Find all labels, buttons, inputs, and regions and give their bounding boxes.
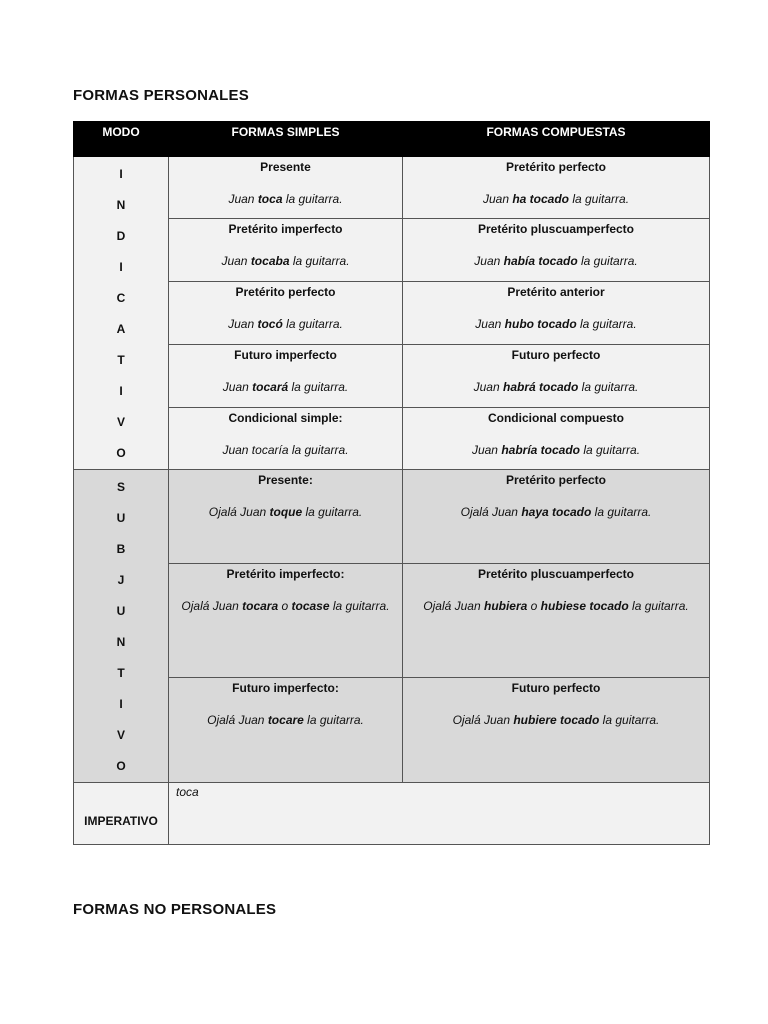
example-sentence: Juan ha tocado la guitarra. [482, 192, 630, 206]
mode-letter: J [117, 573, 125, 587]
tense-name: Futuro imperfecto: [232, 680, 339, 695]
mode-letter: N [116, 635, 126, 649]
example-sentence: Juan tocará la guitarra. [222, 380, 349, 395]
example-sentence: Juan habrá tocado la guitarra. [473, 380, 639, 395]
table-header-row [74, 122, 710, 157]
example-sentence: Juan había tocado la guitarra. [474, 254, 638, 269]
compound-cell [403, 677, 710, 782]
imperativo-value: toca [169, 783, 710, 845]
mode-letter: O [116, 759, 126, 773]
example-sentence: Ojalá Juan hubiera o hubiese tocado la guitarra. [423, 599, 689, 614]
mode-letters [74, 157, 168, 469]
simple-cell [169, 677, 403, 782]
tense-name: Pretérito pluscuamperfecto [477, 222, 635, 237]
simple-cell [169, 407, 403, 469]
mode-letter: C [116, 291, 126, 305]
example-sentence: Ojalá Juan tocara o tocase la guitarra. [181, 599, 390, 614]
table-row [74, 407, 710, 469]
table-row [74, 783, 710, 845]
tense-name: Condicional compuesto [487, 410, 624, 425]
tense-name: Futuro perfecto [511, 348, 601, 363]
example-sentence: Juan tocaría la guitarra. [222, 442, 349, 457]
mode-letter: I [119, 260, 123, 274]
mode-letter: I [119, 384, 123, 398]
compound-cell [403, 345, 710, 407]
example-sentence: Juan hubo tocado la guitarra. [475, 316, 637, 331]
header-formas-simples: FORMAS SIMPLES [169, 122, 403, 157]
simple-cell [169, 470, 403, 564]
mode-letter: A [116, 322, 126, 336]
example-sentence: Juan tocó la guitarra. [228, 316, 343, 331]
mode-letter: T [117, 353, 125, 367]
mode-letter: I [119, 167, 123, 181]
tense-name: Condicional simple: [228, 410, 343, 425]
tense-name: Presente: [258, 473, 313, 487]
compound-cell [403, 407, 710, 469]
simple-cell [169, 564, 403, 677]
example-sentence: Juan toca la guitarra. [228, 192, 343, 206]
mode-letter: N [116, 198, 126, 212]
section-title: FORMAS NO PERSONALES [73, 901, 277, 918]
table-row [74, 564, 710, 677]
table-row [74, 281, 710, 344]
compound-cell [403, 470, 710, 564]
simple-cell [169, 157, 403, 219]
simple-cell [169, 281, 403, 344]
conjugation-table [73, 121, 710, 845]
tense-name: Pretérito imperfecto: [226, 567, 345, 582]
page-title: FORMAS PERSONALES [73, 87, 249, 104]
compound-cell [403, 219, 710, 281]
tense-name: Pretérito imperfecto [228, 222, 343, 237]
example-sentence: Juan habría tocado la guitarra. [471, 442, 641, 457]
tense-name: Pretérito pluscuamperfecto [477, 567, 635, 582]
mode-letter: U [116, 604, 126, 618]
mode-letter: V [116, 728, 125, 742]
compound-cell [403, 281, 710, 344]
tense-name: Futuro imperfecto [234, 348, 337, 363]
example-sentence: Ojalá Juan hubiere tocado la guitarra. [452, 712, 660, 727]
simple-cell [169, 345, 403, 407]
example-sentence: Ojalá Juan haya tocado la guitarra. [460, 505, 652, 519]
mode-letter: U [116, 511, 126, 525]
mode-letters [74, 470, 168, 782]
mode-letter: O [116, 446, 126, 460]
example-sentence: Ojalá Juan toque la guitarra. [208, 505, 363, 519]
mode-letter: I [119, 697, 123, 711]
example-sentence: Juan tocaba la guitarra. [221, 254, 350, 269]
tense-name: Pretérito perfecto [505, 160, 607, 174]
compound-cell [403, 564, 710, 677]
mode-letter: B [116, 542, 126, 556]
table-row [74, 677, 710, 782]
tense-name: Presente [260, 160, 311, 174]
tense-name: Futuro perfecto [511, 680, 601, 695]
mode-letter: D [116, 229, 126, 243]
tense-name: Pretérito anterior [507, 284, 605, 299]
mode-subjuntivo [74, 470, 169, 783]
mode-imperativo: IMPERATIVO [74, 783, 169, 845]
tense-name: Pretérito perfecto [235, 284, 336, 299]
example-sentence: Ojalá Juan tocare la guitarra. [207, 712, 364, 727]
mode-letter: S [116, 480, 125, 494]
mode-indicativo [74, 157, 169, 470]
table-row [74, 345, 710, 407]
table-row [74, 470, 710, 564]
header-modo: MODO [74, 122, 169, 157]
simple-cell [169, 219, 403, 281]
table-row [74, 219, 710, 281]
mode-letter: V [116, 415, 125, 429]
compound-cell [403, 157, 710, 219]
table-row [74, 157, 710, 219]
mode-letter: T [117, 666, 125, 680]
header-formas-compuestas: FORMAS COMPUESTAS [403, 122, 710, 157]
tense-name: Pretérito perfecto [505, 473, 607, 487]
